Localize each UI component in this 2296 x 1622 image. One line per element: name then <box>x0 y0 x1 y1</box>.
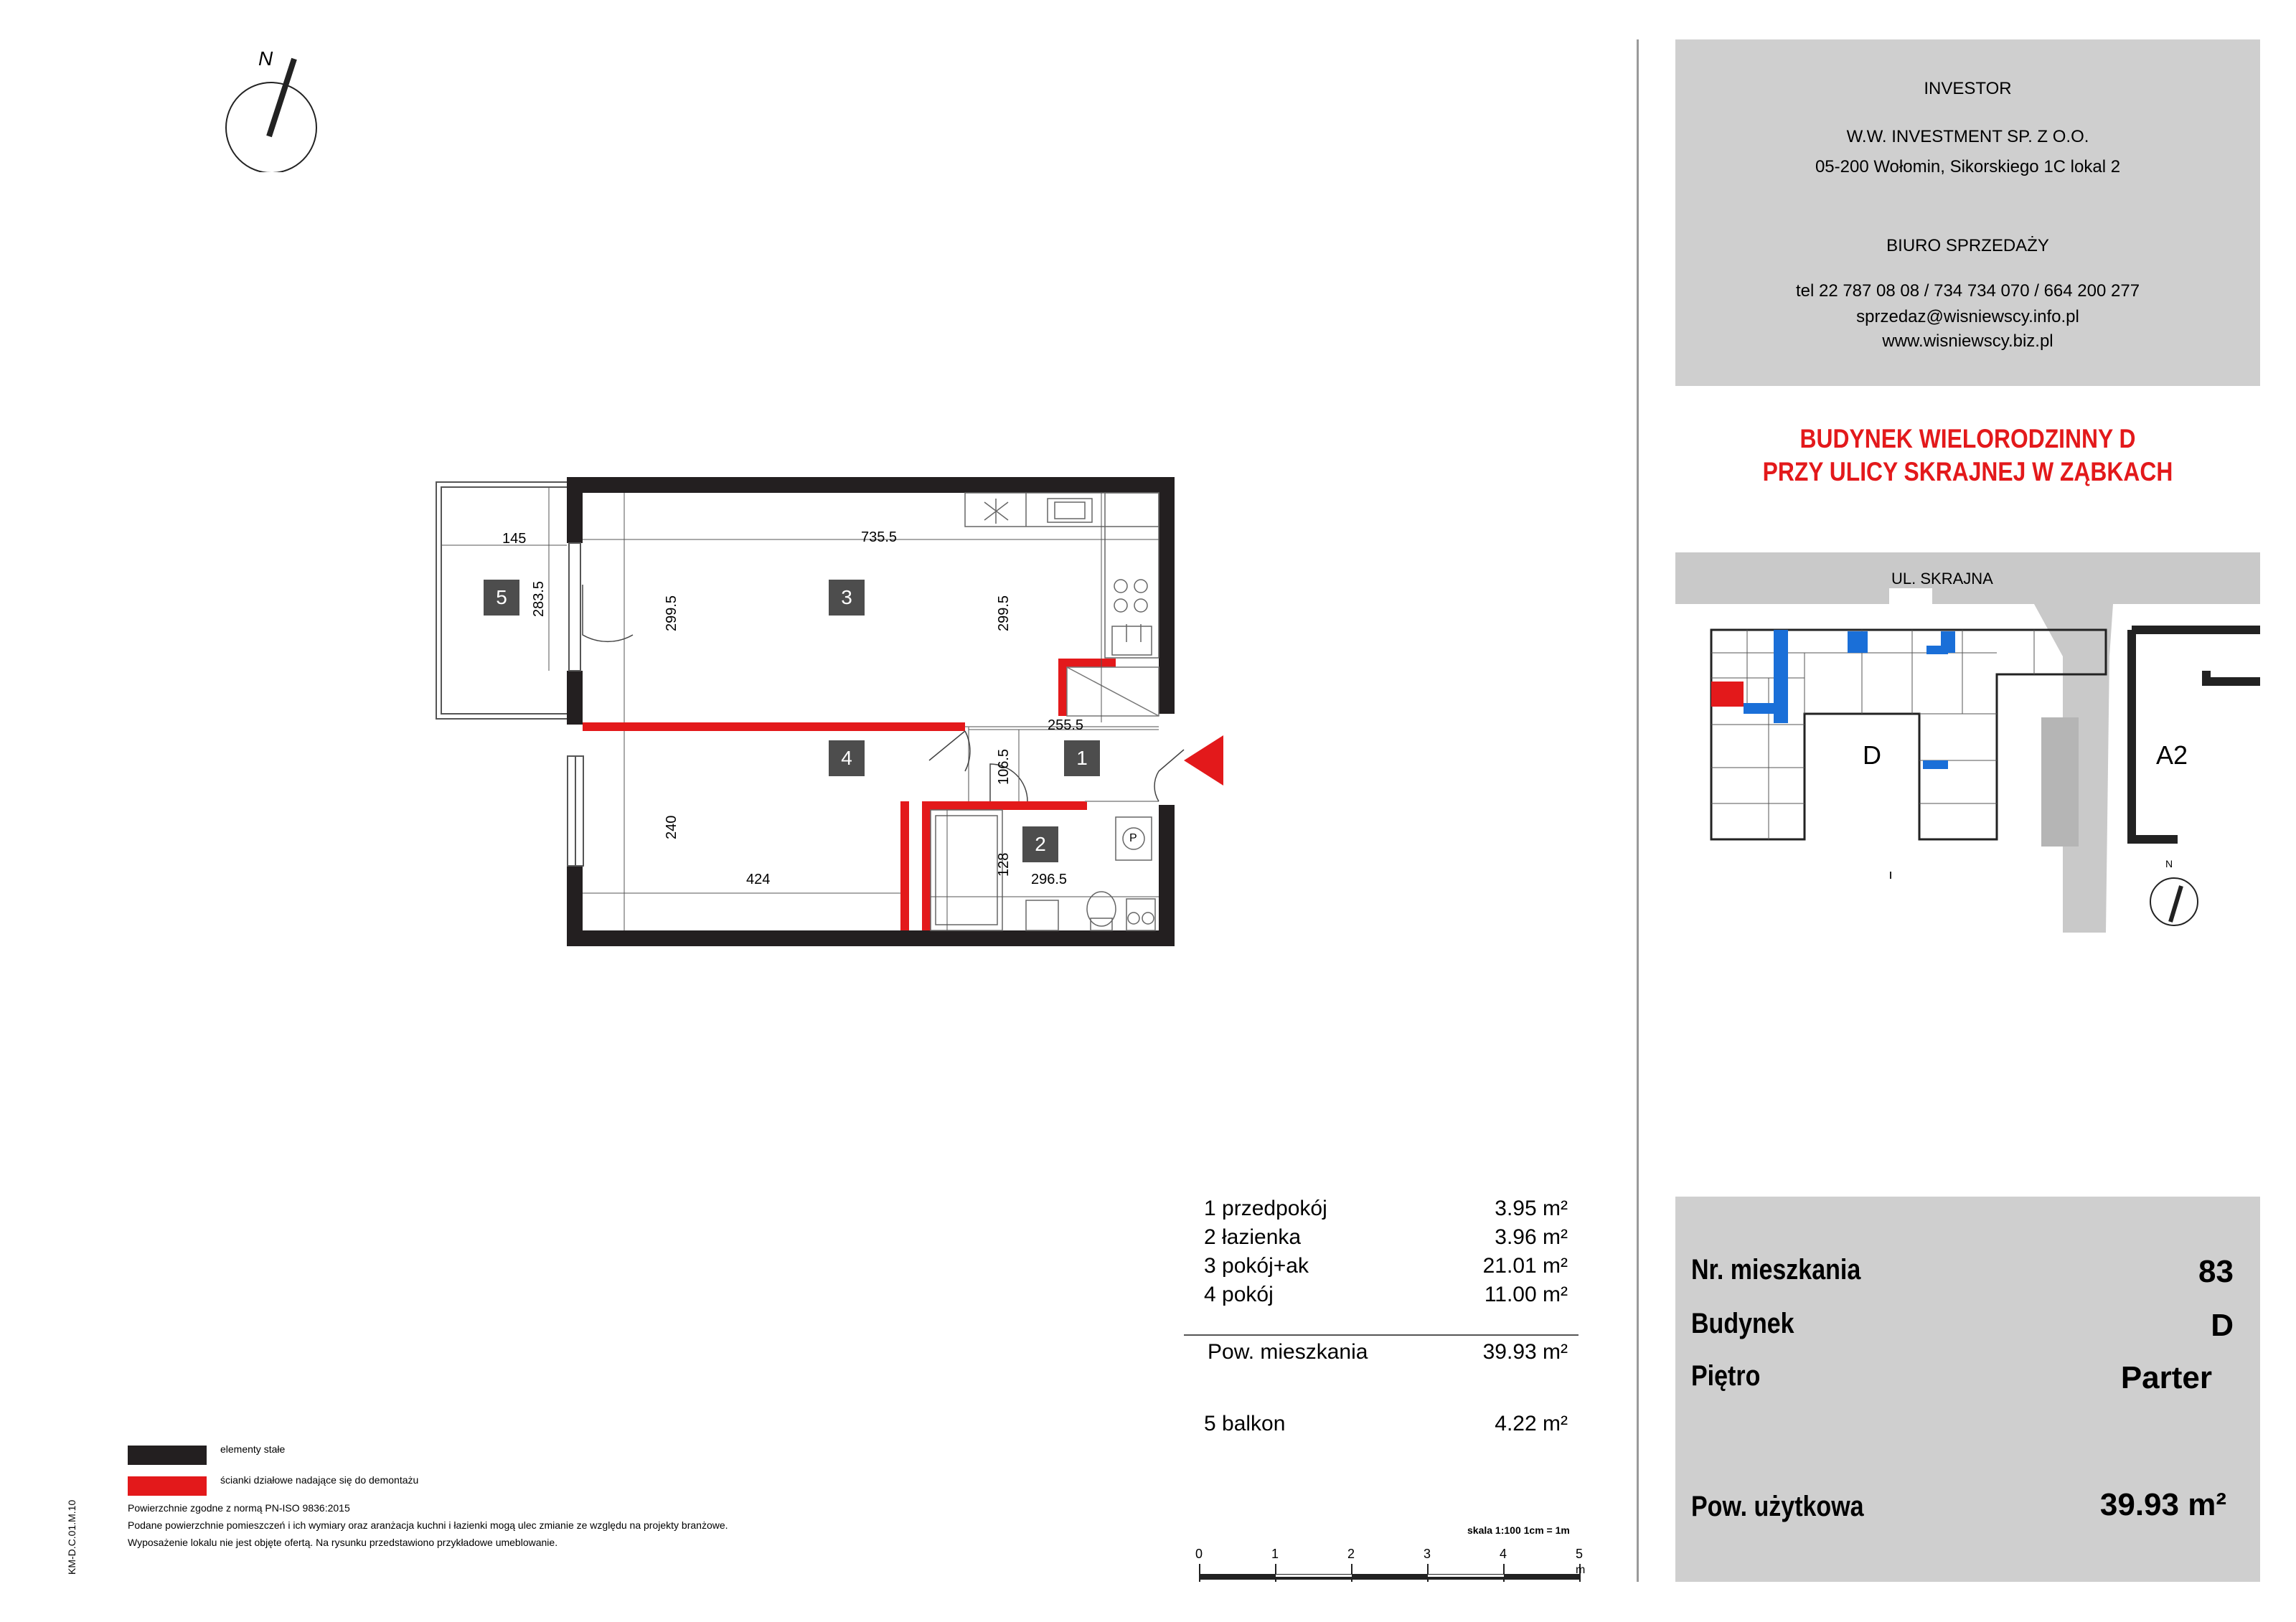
staircases <box>1744 630 1955 769</box>
compass-needle-icon <box>269 59 294 136</box>
investor-heading: INVESTOR <box>1924 79 2012 98</box>
dim-balcony-width: 145 <box>502 531 527 547</box>
compass-north-label: N <box>258 47 273 70</box>
street-label-bg <box>1889 588 1932 606</box>
floor-value: Parter <box>2120 1360 2212 1395</box>
legend-demolition-label: ścianki działowe nadające się do demontażu <box>220 1474 419 1486</box>
scale-tick-0: 0 <box>1195 1547 1203 1561</box>
note-line-1: Powierzchnie zgodne z normą PN-ISO 9836:2015 <box>128 1502 350 1514</box>
bath-fixture-label: P <box>1129 832 1137 844</box>
room-number-4: 4 <box>829 740 865 776</box>
sales-email: sprzedaz@wisniewscy.info.pl <box>1856 307 2079 326</box>
floor-label: Piętro <box>1691 1360 1761 1392</box>
site-compass-needle <box>2170 886 2181 922</box>
legend-demolition-swatch <box>128 1476 207 1496</box>
room-row-4-label: 4 pokój <box>1204 1283 1274 1306</box>
sales-website: www.wisniewscy.biz.pl <box>1882 331 2053 351</box>
layout-bg <box>423 470 1241 951</box>
dim-room3-depth-right: 299.5 <box>996 595 1012 631</box>
dim-bath-width: 296.5 <box>1031 872 1068 887</box>
room-row-3-area: 21.01 m² <box>1482 1254 1568 1278</box>
room-row-2-label: 2 łazienka <box>1204 1225 1302 1249</box>
room-number-1: 1 <box>1064 740 1100 776</box>
apartment-layout <box>423 470 1241 951</box>
balcony-area: 4.22 m² <box>1495 1412 1568 1435</box>
map-edge-mask <box>2239 631 2260 882</box>
sales-heading: BIURO SPRZEDAŻY <box>1886 236 2049 255</box>
scale-tick-5: 5 <box>1576 1547 1584 1561</box>
note-line-3: Wyposażenie lokalu nie jest objęte ofertą. Na rysunku przedstawiono przykładowe umeblowanie. <box>128 1537 558 1548</box>
drawing-code: KM-D.C.01.M.10 <box>66 1499 77 1575</box>
scale-tick-2: 2 <box>1347 1547 1355 1561</box>
scale-tick-1: 1 <box>1271 1547 1279 1561</box>
usable-area-value: 39.93 m² <box>2099 1487 2226 1522</box>
dim-room4-width: 424 <box>746 872 771 887</box>
column-separator <box>1637 39 1639 1582</box>
site-compass-circle <box>2150 878 2198 925</box>
scale-tick-4: 4 <box>1500 1547 1507 1561</box>
summary-panel <box>1675 1197 2260 1582</box>
investor-panel <box>1675 39 2260 386</box>
room-row-1-label: 1 przedpokój <box>1204 1197 1327 1220</box>
investor-company: W.W. INVESTMENT SP. Z O.O. <box>1846 127 2089 146</box>
legend-fixed-label: elementy stałe <box>220 1443 286 1455</box>
street-label: UL. SKRAJNA <box>1891 570 1993 588</box>
total-label: Pow. mieszkania <box>1208 1340 1368 1364</box>
building-label: Budynek <box>1691 1308 1794 1339</box>
parking-strip <box>2041 717 2079 847</box>
room-number-3: 3 <box>829 580 865 616</box>
building-d-units <box>1711 630 2034 839</box>
legend-fixed-swatch <box>128 1446 207 1465</box>
room-row-1-area: 3.95 m² <box>1495 1197 1568 1220</box>
room-number-5: 5 <box>484 580 519 616</box>
scale-bar-fill <box>1200 1574 1580 1580</box>
scale-bar-gap-1 <box>1276 1575 1352 1577</box>
investor-address: 05-200 Wołomin, Sikorskiego 1C lokal 2 <box>1815 157 2121 176</box>
scale-label: skala 1:100 1cm = 1m <box>1467 1524 1570 1536</box>
dim-hall-width: 255.5 <box>1048 717 1084 733</box>
room-row-2-area: 3.96 m² <box>1495 1225 1568 1249</box>
scale-tick-3: 3 <box>1424 1547 1431 1561</box>
note-line-2: Podane powierzchnie pomieszczeń i ich wymiary oraz aranżacja kuchni i łazienki mogą ulec zmianie ze względu na projekty branżowe. <box>128 1519 728 1531</box>
dim-hall-depth: 106.5 <box>996 748 1012 785</box>
dim-balcony-depth: 283.5 <box>531 580 547 617</box>
room-row-3-label: 3 pokój+ak <box>1204 1254 1309 1278</box>
scale-bar <box>1191 1542 1593 1593</box>
apartment-number-label: Nr. mieszkania <box>1691 1254 1861 1286</box>
total-area: 39.93 m² <box>1482 1340 1568 1364</box>
site-building-d-label: D <box>1863 740 1881 770</box>
site-building-a2-label: A2 <box>2156 740 2188 770</box>
dim-bath-depth: 128 <box>996 852 1012 877</box>
room-row-4-area: 11.00 m² <box>1484 1283 1568 1306</box>
balcony-label: 5 balkon <box>1204 1412 1286 1435</box>
site-north-label: N <box>2165 858 2173 869</box>
usable-area-label: Pow. użytkowa <box>1691 1491 1864 1522</box>
apartment-highlight <box>1711 682 1744 707</box>
scale-bar-gap-2 <box>1428 1575 1504 1577</box>
dim-room3-depth-left: 299.5 <box>664 595 679 631</box>
building-title-line2: PRZY ULICY SKRAJNEJ W ZĄBKACH <box>1762 457 2173 486</box>
building-title-line1: BUDYNEK WIELORODZINNY D <box>1799 424 2136 453</box>
sales-phones: tel 22 787 08 08 / 734 734 070 / 664 200 277 <box>1795 281 2140 301</box>
room-number-2: 2 <box>1022 826 1058 862</box>
table-divider <box>1184 1334 1578 1336</box>
dim-room4-depth: 240 <box>664 815 679 839</box>
dim-room3-width: 735.5 <box>861 529 898 545</box>
scale-unit: m <box>1576 1564 1586 1576</box>
apartment-number-value: 83 <box>2198 1254 2234 1289</box>
building-value: D <box>2211 1308 2234 1343</box>
